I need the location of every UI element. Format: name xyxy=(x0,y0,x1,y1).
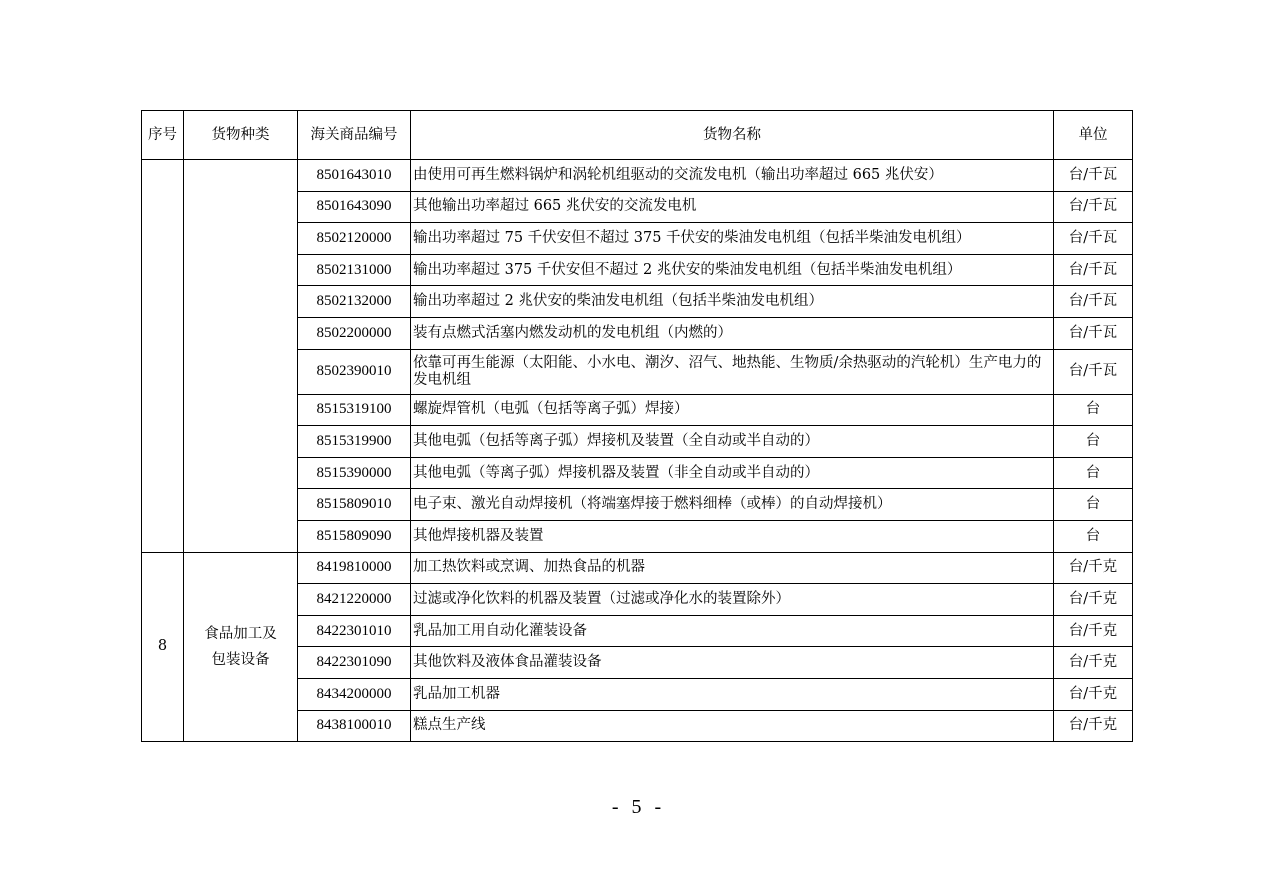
header-category: 货物种类 xyxy=(184,111,298,160)
header-unit: 单位 xyxy=(1054,111,1133,160)
name-cell: 其他输出功率超过 665 兆伏安的交流发电机 xyxy=(411,191,1054,223)
unit-cell: 台/千瓦 xyxy=(1054,286,1133,318)
unit-cell: 台/千瓦 xyxy=(1054,349,1133,394)
code-cell: 8515319100 xyxy=(298,394,411,426)
name-cell: 输出功率超过 2 兆伏安的柴油发电机组（包括半柴油发电机组） xyxy=(411,286,1054,318)
category-line-1: 食品加工及 xyxy=(204,625,277,642)
name-cell: 其他焊接机器及装置 xyxy=(411,520,1054,552)
code-cell: 8502390010 xyxy=(298,349,411,394)
name-cell: 乳品加工用自动化灌装设备 xyxy=(411,615,1054,647)
name-cell: 由使用可再生燃料锅炉和涡轮机组驱动的交流发电机（输出功率超过 665 兆伏安） xyxy=(411,160,1054,192)
unit-cell: 台 xyxy=(1054,394,1133,426)
unit-cell: 台/千克 xyxy=(1054,552,1133,584)
code-cell: 8515809090 xyxy=(298,520,411,552)
unit-cell: 台/千瓦 xyxy=(1054,254,1133,286)
name-cell: 电子束、激光自动焊接机（将端塞焊接于燃料细棒（或棒）的自动焊接机） xyxy=(411,489,1054,521)
goods-table xyxy=(141,110,1133,742)
unit-cell: 台/千克 xyxy=(1054,710,1133,742)
unit-cell: 台 xyxy=(1054,457,1133,489)
code-cell: 8421220000 xyxy=(298,584,411,616)
name-cell: 装有点燃式活塞内燃发动机的发电机组（内燃的） xyxy=(411,317,1054,349)
table-row xyxy=(142,160,1133,192)
code-cell: 8419810000 xyxy=(298,552,411,584)
name-cell: 其他电弧（包括等离子弧）焊接机及装置（全自动或半自动的） xyxy=(411,426,1054,458)
category-cell xyxy=(184,552,298,742)
seq-cell xyxy=(142,160,184,553)
name-cell: 依靠可再生能源（太阳能、小水电、潮汐、沼气、地热能、生物质/余热驱动的汽轮机）生产电力的发电机组 xyxy=(411,349,1054,394)
unit-cell: 台 xyxy=(1054,489,1133,521)
header-name: 货物名称 xyxy=(411,111,1054,160)
unit-cell: 台/千克 xyxy=(1054,647,1133,679)
name-cell: 其他电弧（等离子弧）焊接机器及装置（非全自动或半自动的） xyxy=(411,457,1054,489)
page-number: - 5 - xyxy=(611,796,666,818)
code-cell: 8501643010 xyxy=(298,160,411,192)
code-cell: 8515809010 xyxy=(298,489,411,521)
name-cell: 糕点生产线 xyxy=(411,710,1054,742)
unit-cell: 台/千瓦 xyxy=(1054,223,1133,255)
unit-cell: 台/千瓦 xyxy=(1054,191,1133,223)
code-cell: 8438100010 xyxy=(298,710,411,742)
header-code: 海关商品编号 xyxy=(298,111,411,160)
code-cell: 8434200000 xyxy=(298,678,411,710)
unit-cell: 台/千瓦 xyxy=(1054,160,1133,192)
code-cell: 8515319900 xyxy=(298,426,411,458)
name-cell: 其他饮料及液体食品灌装设备 xyxy=(411,647,1054,679)
code-cell: 8422301090 xyxy=(298,647,411,679)
code-cell: 8502200000 xyxy=(298,317,411,349)
unit-cell: 台/千瓦 xyxy=(1054,317,1133,349)
unit-cell: 台 xyxy=(1054,426,1133,458)
unit-cell: 台/千克 xyxy=(1054,615,1133,647)
seq-cell: 8 xyxy=(142,552,184,742)
category-line-2: 包装设备 xyxy=(211,651,270,668)
code-cell: 8502131000 xyxy=(298,254,411,286)
name-cell: 过滤或净化饮料的机器及装置（过滤或净化水的装置除外） xyxy=(411,584,1054,616)
category-cell xyxy=(184,160,298,553)
unit-cell: 台/千克 xyxy=(1054,584,1133,616)
code-cell: 8501643090 xyxy=(298,191,411,223)
code-cell: 8502120000 xyxy=(298,223,411,255)
code-cell: 8502132000 xyxy=(298,286,411,318)
header-seq: 序号 xyxy=(142,111,184,160)
unit-cell: 台/千克 xyxy=(1054,678,1133,710)
name-cell: 螺旋焊管机（电弧（包括等离子弧）焊接） xyxy=(411,394,1054,426)
code-cell: 8422301010 xyxy=(298,615,411,647)
unit-cell: 台 xyxy=(1054,520,1133,552)
table-header-row xyxy=(142,111,1133,160)
name-cell: 乳品加工机器 xyxy=(411,678,1054,710)
table-row xyxy=(142,552,1133,584)
name-cell: 输出功率超过 375 千伏安但不超过 2 兆伏安的柴油发电机组（包括半柴油发电机组） xyxy=(411,254,1054,286)
name-cell: 加工热饮料或烹调、加热食品的机器 xyxy=(411,552,1054,584)
name-cell: 输出功率超过 75 千伏安但不超过 375 千伏安的柴油发电机组（包括半柴油发电机组） xyxy=(411,223,1054,255)
code-cell: 8515390000 xyxy=(298,457,411,489)
